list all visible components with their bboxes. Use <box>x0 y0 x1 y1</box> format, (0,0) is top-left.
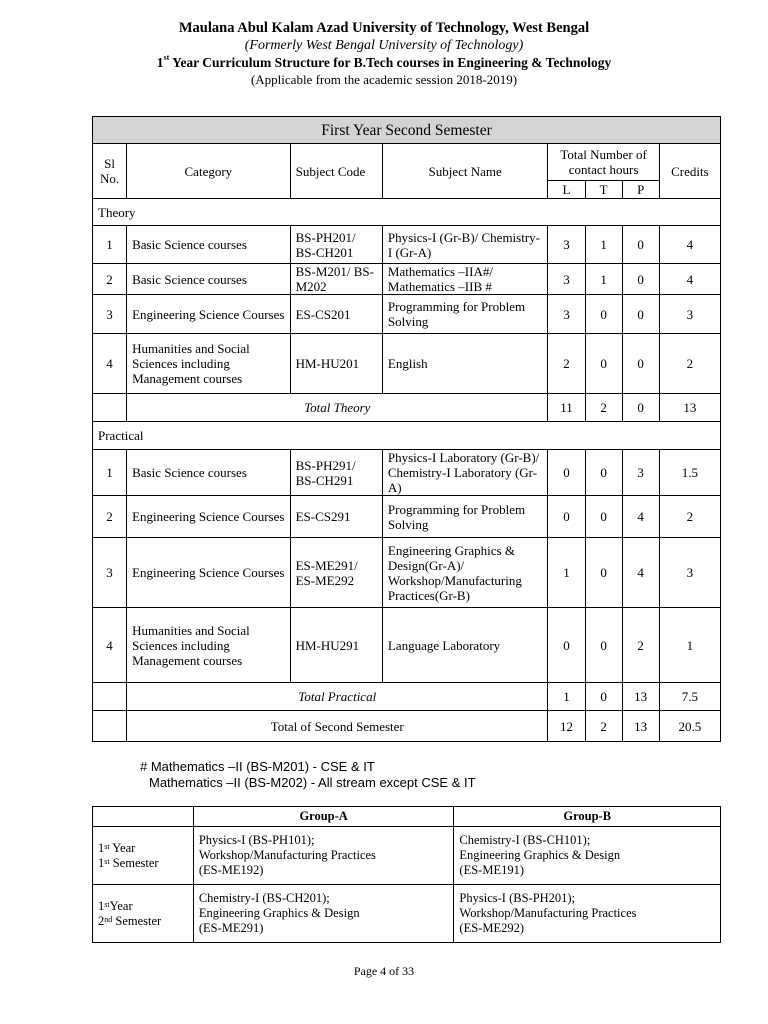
table-row <box>93 608 721 683</box>
cell-code: BS-M201/ BS-M202 <box>290 264 382 295</box>
cell-sl: 1 <box>93 226 127 264</box>
total-theory-p: 0 <box>622 394 659 422</box>
cell-l: 3 <box>548 264 585 295</box>
cell-t: 1 <box>585 226 622 264</box>
total-semester-label: Total of Second Semester <box>127 711 548 742</box>
cell-name: Physics-I (Gr-B)/ Chemistry-I (Gr-A) <box>382 226 548 264</box>
cell-name: Language Laboratory <box>382 608 548 683</box>
cell-l: 3 <box>548 295 585 334</box>
cell-category: Basic Science courses <box>127 226 291 264</box>
group-b-header: Group-B <box>454 807 721 827</box>
total-semester-p: 13 <box>622 711 659 742</box>
former-name: (Formerly West Bengal University of Technology) <box>244 38 524 53</box>
cell-l: 2 <box>548 334 585 394</box>
total-practical-label: Total Practical <box>127 683 548 711</box>
header-credits: Credits <box>659 144 720 199</box>
total-practical-p: 13 <box>622 683 659 711</box>
table-row <box>93 885 721 943</box>
cell-name: Physics-I Laboratory (Gr-B)/ Chemistry-I Laboratory (Gr-A) <box>382 450 548 496</box>
header-t: T <box>585 181 622 199</box>
header-contact-hours: Total Number of contact hours <box>548 144 659 181</box>
cell-p: 2 <box>622 608 659 683</box>
total-theory-credits: 13 <box>659 394 720 422</box>
total-practical-l: 1 <box>548 683 585 711</box>
group-table <box>92 806 721 943</box>
cell-p: 0 <box>622 226 659 264</box>
table-row <box>93 496 721 538</box>
cell-t: 0 <box>585 538 622 608</box>
header-subject-code: Subject Code <box>290 144 382 199</box>
cell-t: 0 <box>585 496 622 538</box>
total-practical-t: 0 <box>585 683 622 711</box>
section-practical: Practical <box>93 422 721 450</box>
cell-category: Basic Science courses <box>127 450 291 496</box>
cell-t: 0 <box>585 450 622 496</box>
group-b-cell: Physics-I (BS-PH201); Workshop/Manufacturing Practices (ES-ME292) <box>454 885 721 943</box>
cell-p: 0 <box>622 295 659 334</box>
cell-l: 3 <box>548 226 585 264</box>
cell-category: Engineering Science Courses <box>127 496 291 538</box>
cell-name: Programming for Problem Solving <box>382 295 548 334</box>
note-math-other: Mathematics –II (BS-M202) - All stream except CSE & IT <box>149 775 476 790</box>
cell-l: 0 <box>548 608 585 683</box>
applicable-session: (Applicable from the academic session 2018-2019) <box>250 72 518 87</box>
cell-credits: 1.5 <box>659 450 720 496</box>
cell-sl: 3 <box>93 538 127 608</box>
cell-code: ES-ME291/ ES-ME292 <box>290 538 382 608</box>
cell-code: ES-CS201 <box>290 295 382 334</box>
curriculum-table <box>92 116 721 742</box>
term-label: 1stYear 2nd Semester <box>93 885 194 943</box>
cell-p: 4 <box>622 496 659 538</box>
cell-code: HM-HU201 <box>290 334 382 394</box>
table-row <box>93 450 721 496</box>
group-a-cell: Physics-I (BS-PH101); Workshop/Manufacturing Practices (ES-ME192) <box>193 827 454 885</box>
cell-p: 4 <box>622 538 659 608</box>
note-math-cse: # Mathematics –II (BS-M201) - CSE & IT <box>140 759 375 774</box>
cell-name: English <box>382 334 548 394</box>
table-row <box>93 295 721 334</box>
cell-category: Basic Science courses <box>127 264 291 295</box>
total-semester-credits: 20.5 <box>659 711 720 742</box>
table-row <box>93 226 721 264</box>
cell-l: 0 <box>548 496 585 538</box>
cell-code: BS-PH291/ BS-CH291 <box>290 450 382 496</box>
cell-t: 0 <box>585 295 622 334</box>
table-title: First Year Second Semester <box>93 117 721 144</box>
header-category: Category <box>127 144 291 199</box>
cell-t: 0 <box>585 608 622 683</box>
section-theory: Theory <box>93 199 721 226</box>
table-row <box>93 334 721 394</box>
university-name: Maulana Abul Kalam Azad University of Technology, West Bengal <box>178 20 590 36</box>
table-row <box>93 264 721 295</box>
page-number: Page 4 of 33 <box>353 964 415 978</box>
total-theory-l: 11 <box>548 394 585 422</box>
cell-sl: 1 <box>93 450 127 496</box>
group-a-header: Group-A <box>193 807 454 827</box>
total-practical-row <box>93 683 721 711</box>
cell-credits: 1 <box>659 608 720 683</box>
cell-sl: 2 <box>93 496 127 538</box>
total-theory-t: 2 <box>585 394 622 422</box>
cell-category: Humanities and Social Sciences including Management courses <box>127 608 291 683</box>
cell-name: Mathematics –IIA#/ Mathematics –IIB # <box>382 264 548 295</box>
cell-p: 0 <box>622 264 659 295</box>
cell-credits: 2 <box>659 334 720 394</box>
cell-category: Engineering Science Courses <box>127 295 291 334</box>
cell-code: ES-CS291 <box>290 496 382 538</box>
total-practical-credits: 7.5 <box>659 683 720 711</box>
term-label: 1st Year 1st Semester <box>93 827 194 885</box>
total-theory-label: Total Theory <box>127 394 548 422</box>
cell-name: Programming for Problem Solving <box>382 496 548 538</box>
cell-credits: 4 <box>659 226 720 264</box>
total-semester-t: 2 <box>585 711 622 742</box>
header-l: L <box>548 181 585 199</box>
cell-credits: 3 <box>659 538 720 608</box>
total-theory-row <box>93 394 721 422</box>
table-row <box>93 827 721 885</box>
cell-credits: 4 <box>659 264 720 295</box>
total-semester-l: 12 <box>548 711 585 742</box>
cell-t: 1 <box>585 264 622 295</box>
group-a-cell: Chemistry-I (BS-CH201); Engineering Graphics & Design (ES-ME291) <box>193 885 454 943</box>
table-row <box>93 538 721 608</box>
cell-code: BS-PH201/ BS-CH201 <box>290 226 382 264</box>
cell-sl: 3 <box>93 295 127 334</box>
header-subject-name: Subject Name <box>382 144 548 199</box>
cell-name: Engineering Graphics & Design(Gr-A)/ Workshop/Manufacturing Practices(Gr-B) <box>382 538 548 608</box>
header-sl: Sl No. <box>93 144 127 199</box>
cell-category: Engineering Science Courses <box>127 538 291 608</box>
cell-sl: 2 <box>93 264 127 295</box>
cell-p: 3 <box>622 450 659 496</box>
header-p: P <box>622 181 659 199</box>
cell-credits: 3 <box>659 295 720 334</box>
cell-sl: 4 <box>93 608 127 683</box>
cell-credits: 2 <box>659 496 720 538</box>
cell-l: 1 <box>548 538 585 608</box>
cell-code: HM-HU291 <box>290 608 382 683</box>
cell-t: 0 <box>585 334 622 394</box>
cell-sl: 4 <box>93 334 127 394</box>
group-b-cell: Chemistry-I (BS-CH101); Engineering Graphics & Design (ES-ME191) <box>454 827 721 885</box>
cell-p: 0 <box>622 334 659 394</box>
curriculum-title: 1st Year Curriculum Structure for B.Tech courses in Engineering & Technology <box>156 53 612 70</box>
cell-category: Humanities and Social Sciences including Management courses <box>127 334 291 394</box>
total-semester-row <box>93 711 721 742</box>
cell-l: 0 <box>548 450 585 496</box>
